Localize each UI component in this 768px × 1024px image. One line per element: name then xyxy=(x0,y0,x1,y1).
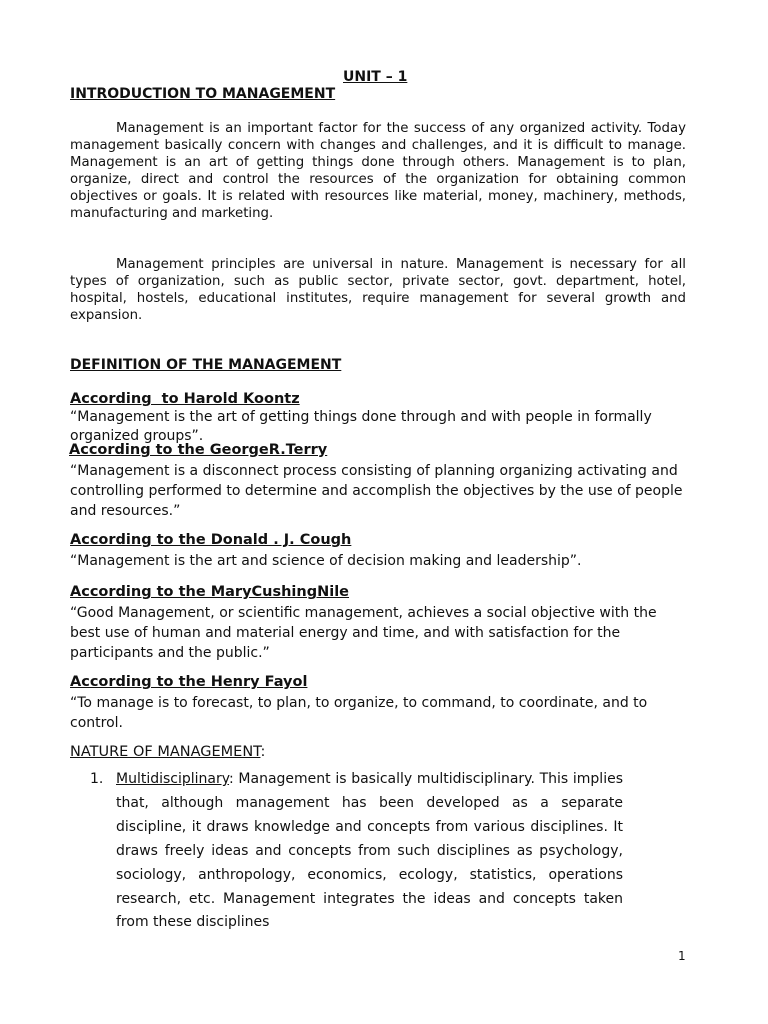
nature-heading-label: NATURE OF MANAGEMENT xyxy=(70,744,261,760)
definition-source-terry: According to the GeorgeR.Terry xyxy=(69,442,328,458)
definition-quote-koontz: “Management is the art of getting things done through and with people in formally organized groups”. xyxy=(70,409,652,444)
definition-source-fayol: According to the Henry Fayol xyxy=(70,674,308,690)
intro-paragraph-1 xyxy=(70,121,686,222)
nature-item-title: Multidisciplinary xyxy=(116,771,230,787)
intro-paragraph-2-text: Management principles are universal in nature. Management is necessary for all types of organization, such as public sector, private sector, govt. department, hotel, hospital, hostels, educational institutes, require management for several growth and expansion. xyxy=(70,257,686,323)
definition-quote-terry: “Management is a disconnect process consisting of planning organizing activating and controlling performed to determine and accomplish the objectives by the use of people and resources.” xyxy=(70,463,683,519)
nature-item-number: 1. xyxy=(90,771,104,787)
unit-label: UNIT – 1 xyxy=(343,69,408,85)
intro-heading: INTRODUCTION TO MANAGEMENT xyxy=(70,86,336,102)
nature-item-text: : Management is basically multidisciplinary. This implies that, although management has been developed as a separate discipline, it draws knowledge and concepts from various disciplines. It draws freely ideas and concepts from such disciplines as psychology, sociology, anthropology, economics, ecology, statistics, operations research, etc. Management integrates the ideas and concepts taken from these disciplines xyxy=(116,771,623,931)
definition-source-cough: According to the Donald . J. Cough xyxy=(70,532,352,548)
definition-heading: DEFINITION OF THE MANAGEMENT xyxy=(70,357,342,373)
page-number: 1 xyxy=(678,949,686,963)
intro-paragraph-2 xyxy=(70,257,686,325)
definition-quote-fayol: “To manage is to forecast, to plan, to organize, to command, to coordinate, and to control. xyxy=(70,695,648,731)
definition-quote-cough: “Management is the art and science of decision making and leadership”. xyxy=(70,553,582,569)
definition-source-nile: According to the MaryCushingNile xyxy=(70,584,350,600)
nature-heading-colon: : xyxy=(260,744,266,760)
definition-quote-nile: “Good Management, or scientific management, achieves a social objective with the best use of human and material energy and time, and with satisfaction for the participants and the public.” xyxy=(70,605,657,661)
nature-item-body xyxy=(116,768,623,935)
nature-heading xyxy=(70,744,686,760)
definition-source-koontz: According to Harold Koontz xyxy=(70,391,300,407)
intro-paragraph-1-text: Management is an important factor for the success of any organized activity. Today management basically concern with changes and challenges, and it is difficult to manage. Management is an art of getting things done through others. Management is to plan, organize, direct and control the resources of the organization for obtaining common objectives or goals. It is related with resources like material, money, machinery, methods, manufacturing and marketing. xyxy=(70,121,686,221)
